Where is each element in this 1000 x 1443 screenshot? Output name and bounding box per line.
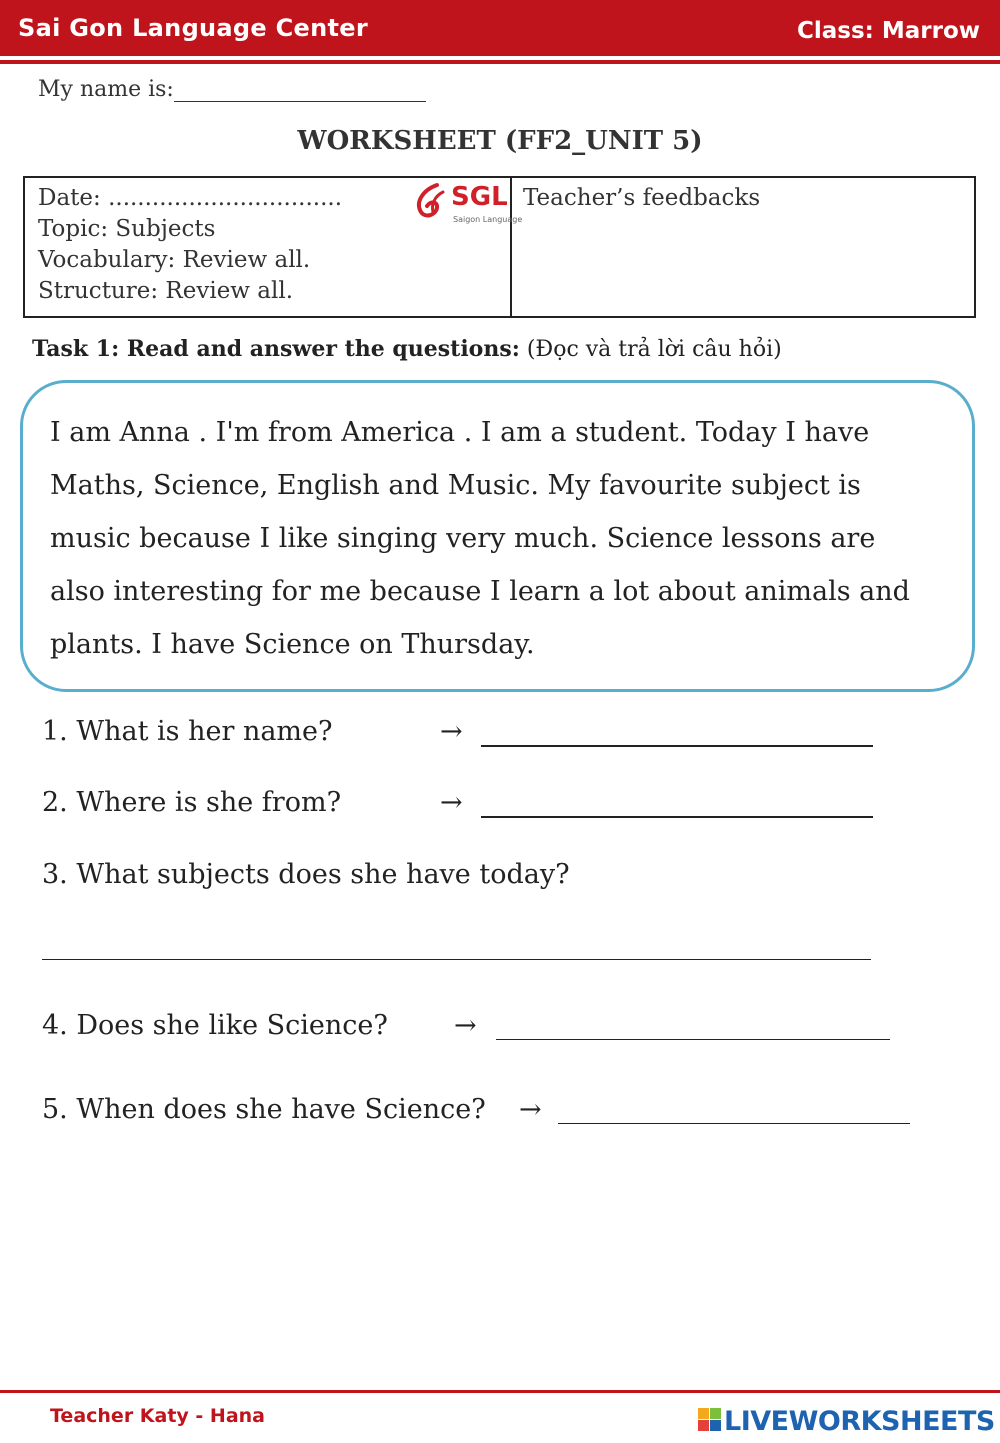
task1-translation: (Đọc và trả lời câu hỏi) (519, 337, 782, 362)
liveworksheets-brand[interactable] (698, 1406, 995, 1437)
answer-5-blank[interactable] (558, 1122, 910, 1124)
footer-divider (0, 1390, 1000, 1393)
brand-text: LIVEWORKSHEETS (724, 1406, 995, 1437)
passage-line: music because I like singing very much. Science lessons are (50, 523, 876, 554)
date-line: Date: ................................ (38, 185, 343, 211)
question-1: 1. What is her name? (42, 716, 333, 747)
answer-1-blank[interactable] (481, 745, 873, 747)
structure-line: Structure: Review all. (38, 278, 294, 304)
info-table (23, 176, 976, 318)
class-label: Class: Marrow (796, 18, 980, 44)
teacher-feedback-label: Teacher’s feedbacks (523, 185, 761, 211)
vocabulary-line: Vocabulary: Review all. (38, 247, 311, 273)
question-3: 3. What subjects does she have today? (42, 859, 570, 890)
answer-3-blank[interactable] (42, 958, 871, 960)
name-input-blank[interactable] (174, 76, 426, 102)
sgl-swirl-icon (413, 182, 449, 222)
passage-line: plants. I have Science on Thursday. (50, 629, 535, 660)
center-name: Sai Gon Language Center (18, 14, 369, 42)
arrow-4: → (454, 1010, 477, 1041)
question-2: 2. Where is she from? (42, 787, 342, 818)
logo-text: SGL (451, 182, 508, 212)
sgl-logo (413, 182, 523, 226)
answer-4-blank[interactable] (496, 1038, 890, 1040)
task1-instruction (32, 336, 782, 362)
topic-line: Topic: Subjects (38, 216, 216, 242)
arrow-5: → (519, 1094, 542, 1125)
worksheet-title: WORKSHEET (FF2_UNIT 5) (297, 126, 703, 156)
question-5: 5. When does she have Science? (42, 1094, 486, 1125)
question-4: 4. Does she like Science? (42, 1010, 388, 1041)
task1-label: Task 1: Read and answer the questions: (32, 336, 520, 362)
student-name-row (38, 76, 426, 102)
teacher-names: Teacher Katy - Hana (50, 1405, 266, 1427)
table-divider (510, 178, 512, 316)
arrow-1: → (440, 716, 463, 747)
liveworksheets-logo-icon (698, 1408, 722, 1432)
header-divider (0, 60, 1000, 64)
arrow-2: → (440, 787, 463, 818)
passage-line: I am Anna . I'm from America . I am a student. Today I have (50, 417, 870, 448)
logo-subtext: Saigon Language (453, 215, 523, 224)
answer-2-blank[interactable] (481, 816, 873, 818)
passage-line: Maths, Science, English and Music. My favourite subject is (50, 470, 861, 501)
name-label: My name is: (38, 77, 174, 102)
passage-line: also interesting for me because I learn a lot about animals and (50, 576, 910, 607)
